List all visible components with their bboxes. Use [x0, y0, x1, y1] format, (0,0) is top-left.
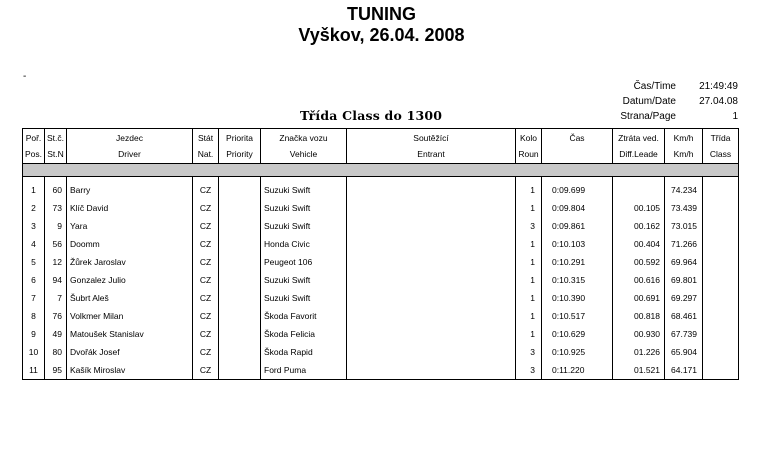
table-row: [23, 307, 739, 325]
cell-diff: [613, 181, 665, 199]
time-value: 21:49:49: [699, 81, 738, 92]
cell-stn: 49: [45, 325, 67, 343]
cell-pos: 4: [23, 235, 45, 253]
cell-entrant: [347, 181, 516, 199]
cell-class: [703, 271, 739, 289]
cell-nat: CZ: [193, 307, 219, 325]
cell-diff: 00.930: [613, 325, 665, 343]
cell-time: 0:10.629: [542, 325, 613, 343]
cell-stn: 94: [45, 271, 67, 289]
cell-priority: [219, 217, 261, 235]
cell-entrant: [347, 235, 516, 253]
col-header-vehicle-en: Vehicle: [261, 146, 347, 164]
cell-priority: [219, 289, 261, 307]
cell-driver: Matoušek Stanislav: [67, 325, 193, 343]
cell-pos: 1: [23, 181, 45, 199]
col-header-driver-en: Driver: [67, 146, 193, 164]
cell-pos: 5: [23, 253, 45, 271]
col-header-nat: Stát: [193, 129, 219, 147]
cell-driver: Gonzalez Julio: [67, 271, 193, 289]
cell-nat: CZ: [193, 289, 219, 307]
cell-class: [703, 307, 739, 325]
cell-vehicle: Škoda Rapid: [261, 343, 347, 361]
col-header-nat-en: Nat.: [193, 146, 219, 164]
col-header-entrant: Soutěžící: [347, 129, 516, 147]
cell-vehicle: Škoda Felicia: [261, 325, 347, 343]
table-row: [23, 271, 739, 289]
cell-nat: CZ: [193, 361, 219, 380]
cell-pos: 9: [23, 325, 45, 343]
page-number: 1: [732, 111, 738, 122]
cell-class: [703, 343, 739, 361]
cell-nat: CZ: [193, 181, 219, 199]
col-header-driver: Jezdec: [67, 129, 193, 147]
cell-round: 1: [516, 325, 542, 343]
results-table: [22, 128, 739, 380]
col-header-pos: Poř.: [23, 129, 45, 147]
cell-class: [703, 181, 739, 199]
cell-round: 3: [516, 343, 542, 361]
cell-time: 0:10.517: [542, 307, 613, 325]
table-row: [23, 199, 739, 217]
results-body: [23, 129, 739, 380]
cell-driver: Klíč David: [67, 199, 193, 217]
col-header-entrant-en: Entrant: [347, 146, 516, 164]
col-header-vehicle: Značka vozu: [261, 129, 347, 147]
cell-priority: [219, 181, 261, 199]
header-row: [23, 129, 739, 147]
cell-driver: Šubrt Aleš: [67, 289, 193, 307]
cell-class: [703, 289, 739, 307]
table-row: [23, 235, 739, 253]
table-row: [23, 217, 739, 235]
cell-time: 0:10.315: [542, 271, 613, 289]
cell-time: 0:10.291: [542, 253, 613, 271]
cell-priority: [219, 235, 261, 253]
cell-priority: [219, 343, 261, 361]
cell-entrant: [347, 217, 516, 235]
col-header-time-en: [542, 146, 613, 164]
cell-kmh: 69.801: [665, 271, 703, 289]
separator-band: [23, 164, 739, 177]
cell-nat: CZ: [193, 199, 219, 217]
cell-stn: 60: [45, 181, 67, 199]
cell-stn: 56: [45, 235, 67, 253]
cell-kmh: 67.739: [665, 325, 703, 343]
cell-pos: 11: [23, 361, 45, 380]
col-header-priority-en: Priority: [219, 146, 261, 164]
cell-entrant: [347, 289, 516, 307]
col-header-time: Čas: [542, 129, 613, 147]
class-title: Třída Class do 1300: [300, 108, 443, 123]
cell-entrant: [347, 325, 516, 343]
cell-vehicle: Suzuki Swift: [261, 289, 347, 307]
time-label: Čas/Time: [633, 81, 676, 92]
cell-pos: 2: [23, 199, 45, 217]
cell-priority: [219, 253, 261, 271]
col-header-stn: St.č.: [45, 129, 67, 147]
cell-diff: 00.691: [613, 289, 665, 307]
col-header-round-en: Roun: [516, 146, 542, 164]
cell-nat: CZ: [193, 343, 219, 361]
cell-pos: 10: [23, 343, 45, 361]
cell-kmh: 64.171: [665, 361, 703, 380]
cell-diff: 01.521: [613, 361, 665, 380]
cell-pos: 3: [23, 217, 45, 235]
cell-kmh: 71.266: [665, 235, 703, 253]
cell-stn: 95: [45, 361, 67, 380]
page-title: TUNING: [347, 4, 416, 24]
cell-diff: 01.226: [613, 343, 665, 361]
cell-vehicle: Suzuki Swift: [261, 271, 347, 289]
cell-nat: CZ: [193, 325, 219, 343]
cell-class: [703, 325, 739, 343]
cell-stn: 80: [45, 343, 67, 361]
cell-time: 0:09.804: [542, 199, 613, 217]
cell-time: 0:09.861: [542, 217, 613, 235]
page-label: Strana/Page: [620, 111, 676, 122]
cell-driver: Dvořák Josef: [67, 343, 193, 361]
col-header-kmh-en: Km/h: [665, 146, 703, 164]
cell-nat: CZ: [193, 217, 219, 235]
cell-round: 3: [516, 361, 542, 380]
cell-stn: 73: [45, 199, 67, 217]
cell-class: [703, 361, 739, 380]
cell-diff: 00.404: [613, 235, 665, 253]
cell-entrant: [347, 307, 516, 325]
col-header-class-en: Class: [703, 146, 739, 164]
col-header-priority: Priorita: [219, 129, 261, 147]
cell-priority: [219, 361, 261, 380]
cell-diff: 00.592: [613, 253, 665, 271]
cell-diff: 00.105: [613, 199, 665, 217]
cell-kmh: 69.964: [665, 253, 703, 271]
cell-vehicle: Škoda Favorit: [261, 307, 347, 325]
header-row-en: [23, 146, 739, 164]
cell-vehicle: Suzuki Swift: [261, 181, 347, 199]
cell-class: [703, 199, 739, 217]
cell-driver: Volkmer Milan: [67, 307, 193, 325]
cell-vehicle: Suzuki Swift: [261, 199, 347, 217]
cell-round: 1: [516, 235, 542, 253]
cell-pos: 6: [23, 271, 45, 289]
cell-class: [703, 253, 739, 271]
cell-stn: 12: [45, 253, 67, 271]
cell-time: 0:10.103: [542, 235, 613, 253]
col-header-kmh: Km/h: [665, 129, 703, 147]
table-row: [23, 181, 739, 199]
cell-vehicle: Honda Civic: [261, 235, 347, 253]
table-row: [23, 325, 739, 343]
cell-priority: [219, 271, 261, 289]
cell-round: 1: [516, 199, 542, 217]
col-header-stn-en: St.N: [45, 146, 67, 164]
cell-kmh: 65.904: [665, 343, 703, 361]
cell-driver: Barry: [67, 181, 193, 199]
table-row: [23, 361, 739, 380]
cell-kmh: 68.461: [665, 307, 703, 325]
cell-class: [703, 217, 739, 235]
cell-vehicle: Suzuki Swift: [261, 217, 347, 235]
col-header-class: Třída: [703, 129, 739, 147]
cell-entrant: [347, 343, 516, 361]
cell-round: 1: [516, 181, 542, 199]
cell-kmh: 73.439: [665, 199, 703, 217]
cell-stn: 9: [45, 217, 67, 235]
col-header-diff: Ztráta ved.: [613, 129, 665, 147]
cell-round: 1: [516, 253, 542, 271]
cell-round: 1: [516, 289, 542, 307]
cell-pos: 7: [23, 289, 45, 307]
cell-diff: 00.616: [613, 271, 665, 289]
cell-class: [703, 235, 739, 253]
date-value: 27.04.08: [699, 96, 738, 107]
cell-round: 1: [516, 307, 542, 325]
cell-pos: 8: [23, 307, 45, 325]
cell-kmh: 74.234: [665, 181, 703, 199]
cell-priority: [219, 325, 261, 343]
table-row: [23, 253, 739, 271]
cell-time: 0:10.390: [542, 289, 613, 307]
cell-nat: CZ: [193, 235, 219, 253]
cell-diff: 00.162: [613, 217, 665, 235]
table-row: [23, 289, 739, 307]
cell-nat: CZ: [193, 271, 219, 289]
margin-marker: -: [23, 71, 27, 82]
cell-kmh: 73.015: [665, 217, 703, 235]
page-subtitle: Vyškov, 26.04. 2008: [298, 25, 465, 45]
cell-vehicle: Peugeot 106: [261, 253, 347, 271]
cell-vehicle: Ford Puma: [261, 361, 347, 380]
cell-kmh: 69.297: [665, 289, 703, 307]
cell-time: 0:11.220: [542, 361, 613, 380]
cell-entrant: [347, 253, 516, 271]
cell-priority: [219, 307, 261, 325]
cell-stn: 7: [45, 289, 67, 307]
cell-driver: Yara: [67, 217, 193, 235]
cell-entrant: [347, 361, 516, 380]
cell-round: 3: [516, 217, 542, 235]
cell-entrant: [347, 199, 516, 217]
col-header-round: Kolo: [516, 129, 542, 147]
col-header-diff-en: Diff.Leade: [613, 146, 665, 164]
cell-driver: Doomm: [67, 235, 193, 253]
table-row: [23, 343, 739, 361]
cell-time: 0:10.925: [542, 343, 613, 361]
cell-priority: [219, 199, 261, 217]
cell-stn: 76: [45, 307, 67, 325]
col-header-pos-en: Pos.: [23, 146, 45, 164]
cell-entrant: [347, 271, 516, 289]
cell-driver: Žůrek Jaroslav: [67, 253, 193, 271]
cell-round: 1: [516, 271, 542, 289]
separator-cell: [23, 164, 739, 177]
cell-time: 0:09.699: [542, 181, 613, 199]
cell-driver: Kašík Miroslav: [67, 361, 193, 380]
cell-nat: CZ: [193, 253, 219, 271]
date-label: Datum/Date: [622, 96, 676, 107]
cell-diff: 00.818: [613, 307, 665, 325]
